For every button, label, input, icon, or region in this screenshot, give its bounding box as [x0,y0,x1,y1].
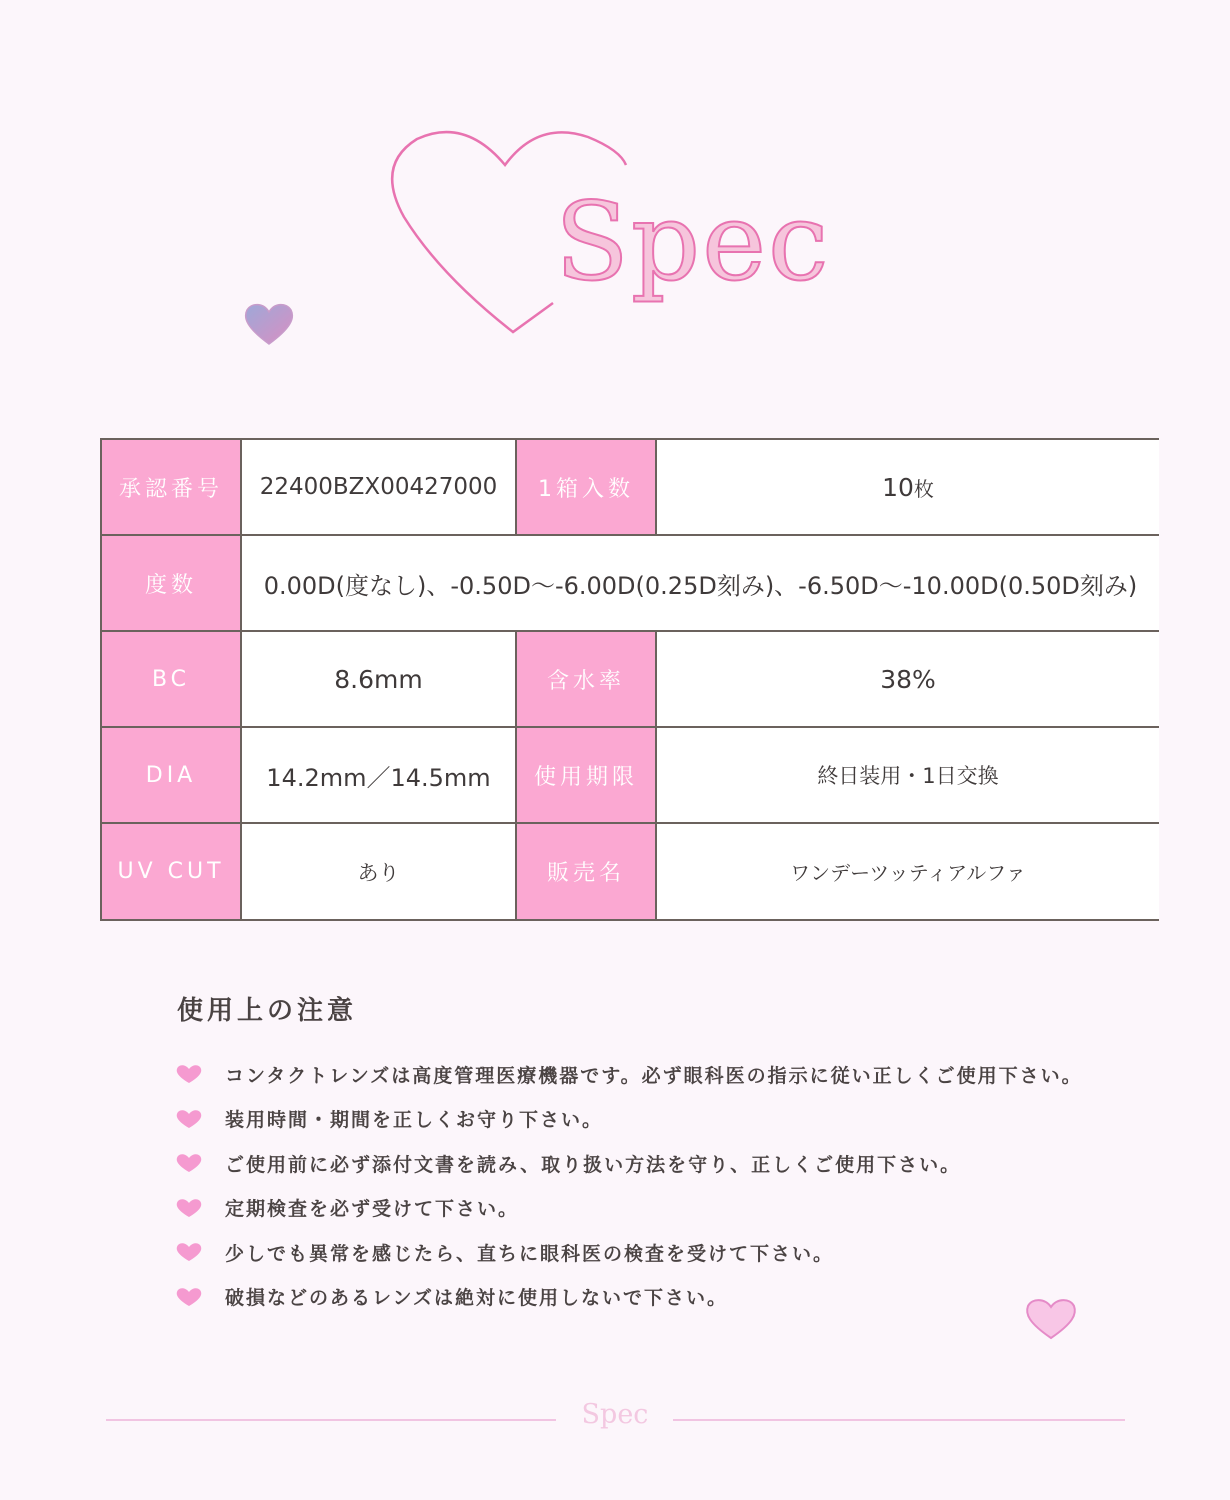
heart-bullet-icon [175,1287,203,1307]
approval-number-label: 承認番号 [102,440,240,534]
usage-period-label: 使用期限 [515,728,655,822]
list-item [175,1186,1135,1231]
heart-pink-icon [1024,1298,1078,1340]
spec-table [100,438,1159,921]
list-item [175,1097,1135,1142]
bc-value: 8.6mm [240,632,515,726]
box-count-value: 10 [882,472,914,502]
footer-divider-left [106,1419,556,1421]
water-content-label: 含水率 [515,632,655,726]
usage-period-value: 終日装用・1日交換 [655,728,1159,822]
box-count-unit: 枚 [913,476,934,501]
caution-title: 使用上の注意 [177,996,358,1026]
dia-value: 14.2mm／14.5mm [240,728,515,822]
power-value: 0.00D(度なし)、-0.50D～-6.00D(0.25D刻み)、-6.50D～-10.00D(0.50D刻み) [240,536,1159,630]
box-count-cell [655,440,1159,534]
table-row [102,536,1157,632]
table-row [102,632,1157,728]
uv-cut-label: UV CUT [102,824,240,919]
table-row [102,440,1157,536]
caution-text: 装用時間・期間を正しくお守り下さい。 [225,1109,604,1132]
dia-label: DIA [102,728,240,822]
caution-text: ご使用前に必ず添付文書を読み、取り扱い方法を守り、正しくご使用下さい。 [225,1153,962,1176]
list-item [175,1275,1135,1320]
uv-cut-value: あり [240,824,515,919]
footer-label: Spec [581,1399,649,1430]
caution-text: コンタクトレンズは高度管理医療機器です。必ず眼科医の指示に従い正しくご使用下さい。 [225,1064,1083,1087]
page-title: Spec [555,180,831,305]
approval-number-value: 22400BZX00427000 [240,440,515,534]
heart-bullet-icon [175,1153,203,1173]
table-row [102,824,1157,919]
heart-bullet-icon [175,1242,203,1262]
product-name-label: 販売名 [515,824,655,919]
bc-label: BC [102,632,240,726]
heart-gradient-icon [243,302,295,346]
caution-text: 少しでも異常を感じたら、直ちに眼科医の検査を受けて下さい。 [225,1242,835,1265]
list-item [175,1052,1135,1097]
box-count-label: 1箱入数 [515,440,655,534]
heart-bullet-icon [175,1198,203,1218]
caution-text: 破損などのあるレンズは絶対に使用しないで下さい。 [225,1287,728,1310]
heart-bullet-icon [175,1109,203,1129]
product-name-value: ワンデーツッティアルファ [655,824,1159,919]
table-row [102,728,1157,824]
list-item [175,1141,1135,1186]
caution-text: 定期検査を必ず受けて下さい。 [225,1198,520,1221]
footer-divider-right [673,1419,1125,1421]
water-content-value: 38% [655,632,1159,726]
power-label: 度数 [102,536,240,630]
caution-list [175,1052,1135,1319]
list-item [175,1230,1135,1275]
heart-bullet-icon [175,1064,203,1084]
